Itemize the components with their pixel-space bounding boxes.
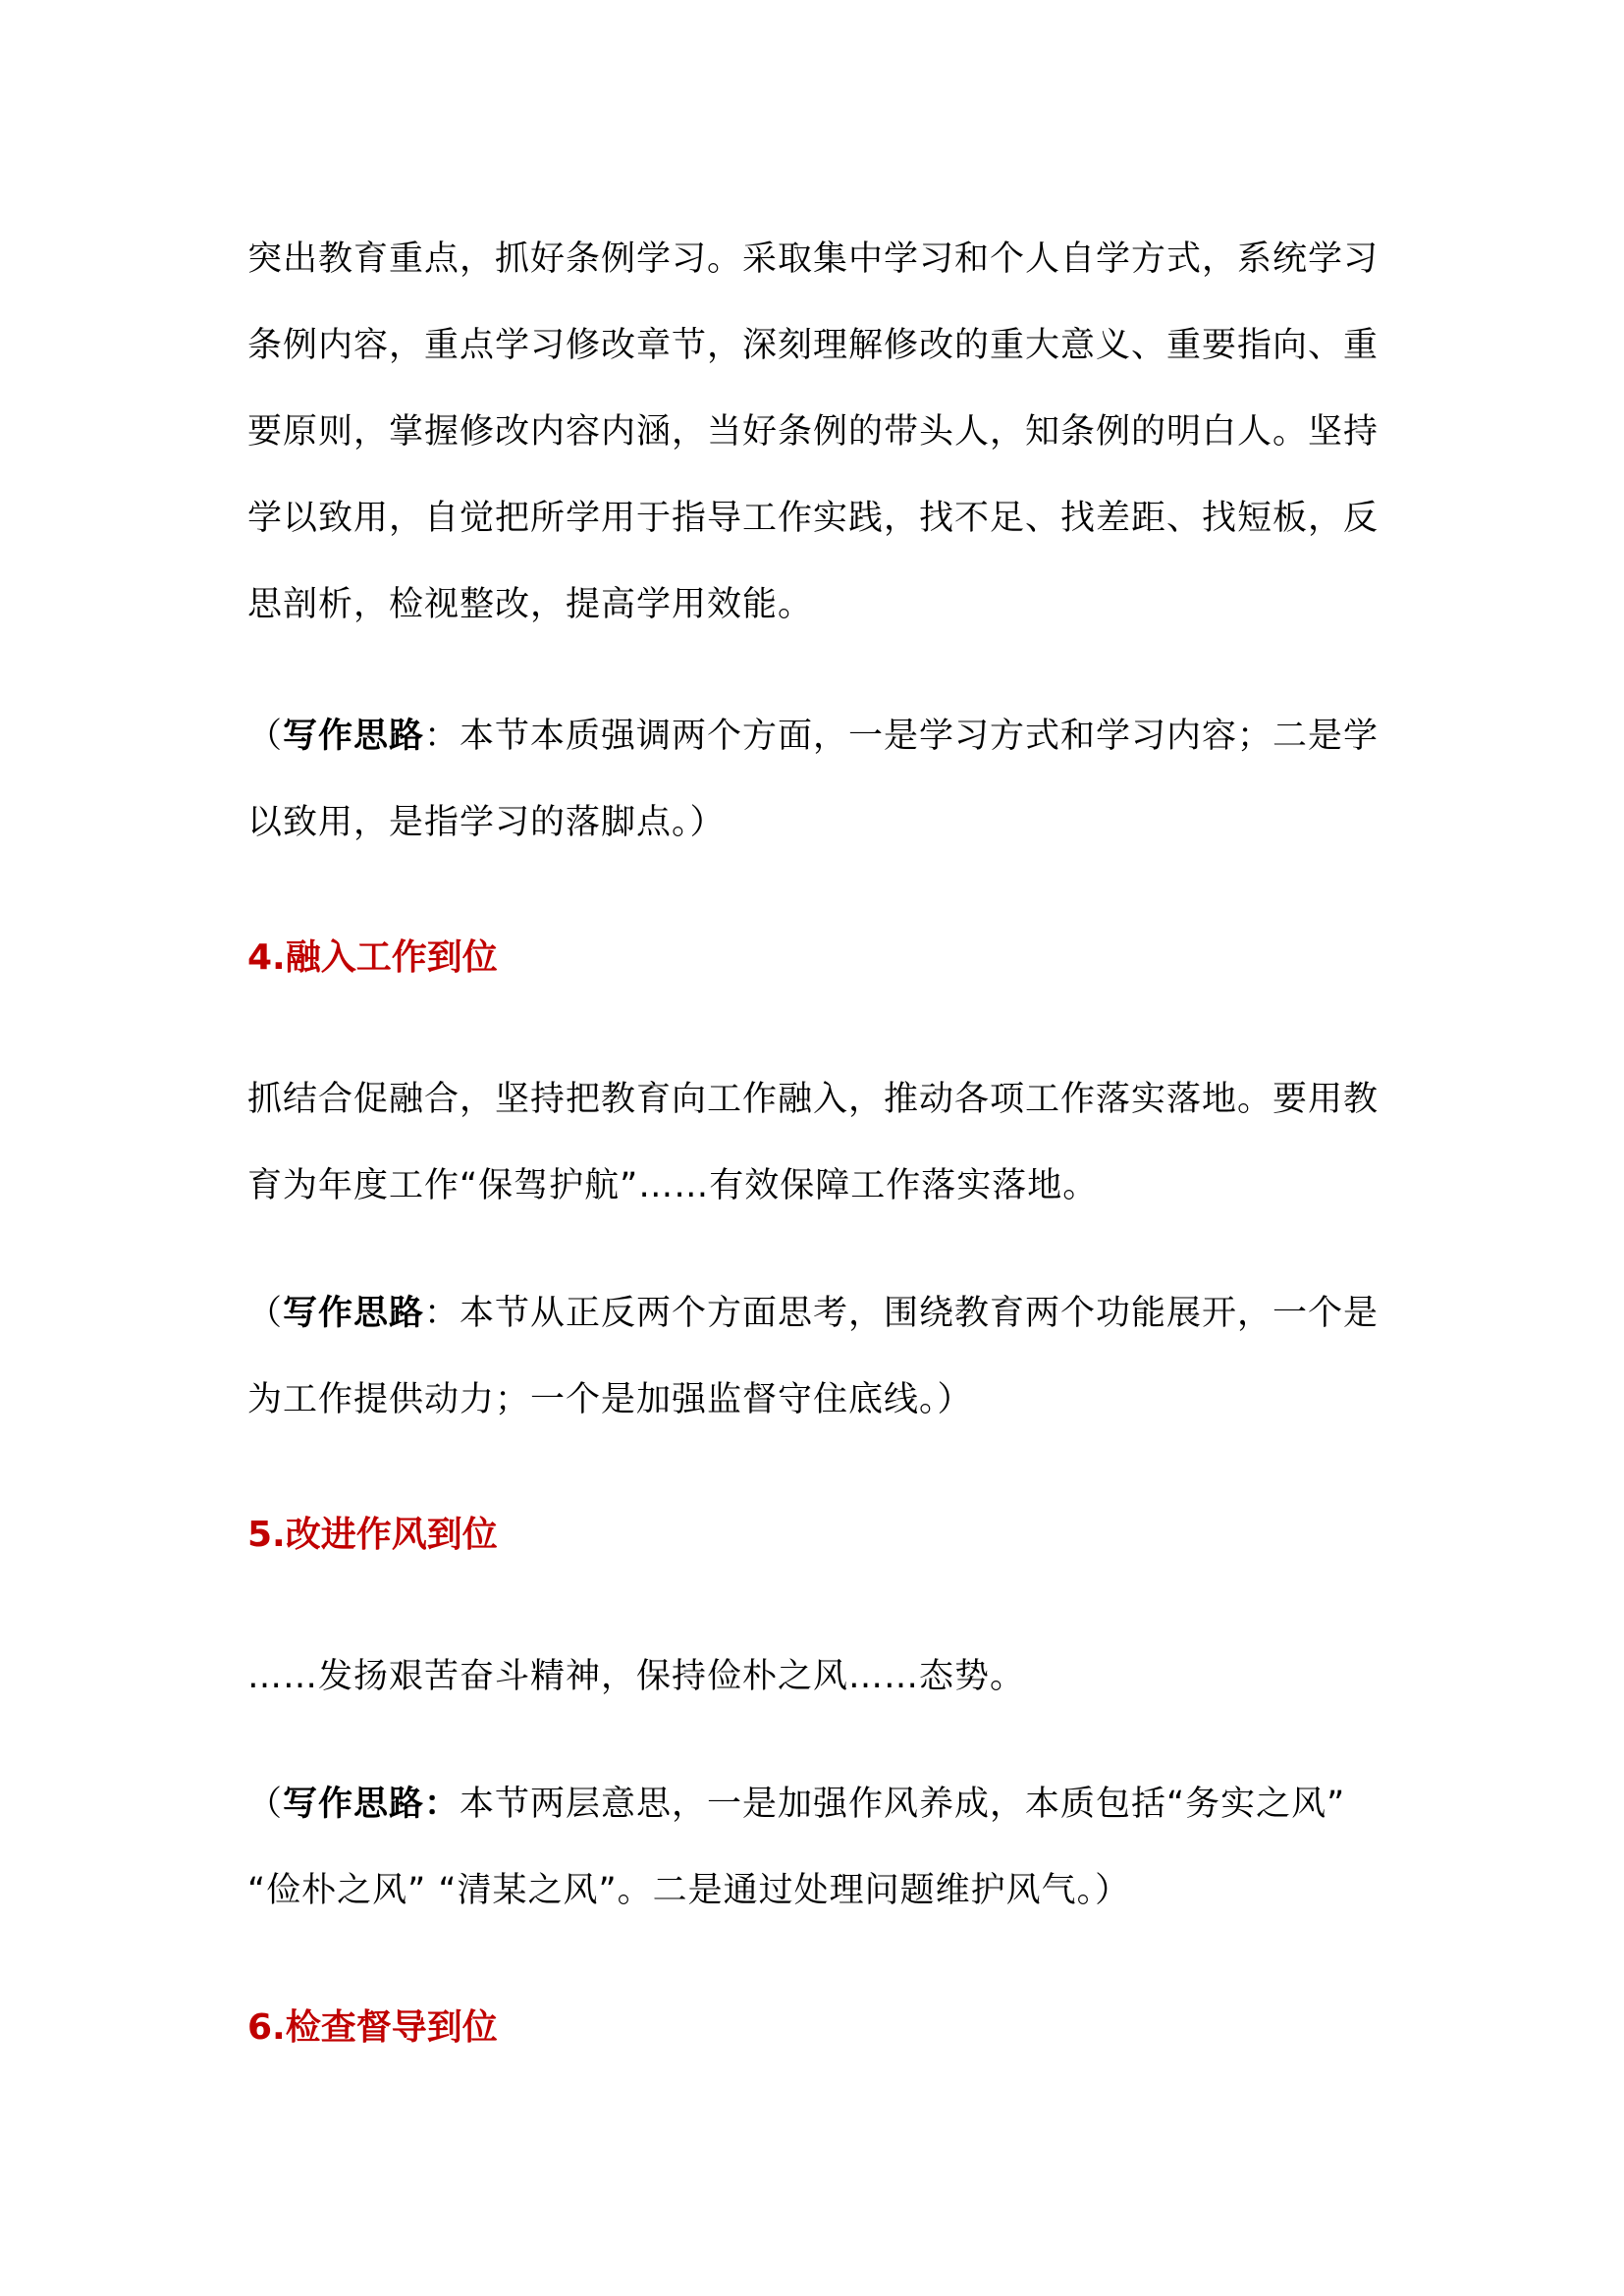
section3-paragraph [247,216,1386,648]
note-line [247,1270,1386,1357]
section4-writing-note [247,1270,1386,1443]
note-separator: ： [424,717,460,756]
note-line [247,1761,1386,1847]
section5-heading: 5.改进作风到位 [247,1515,498,1555]
note-line: 为工作提供动力；一个是加强监督守住底线。） [247,1380,973,1419]
note-open-paren: （ [247,717,284,756]
note-text: 本节本质强调两个方面，一是学习方式和学习内容；二是学 [460,717,1380,756]
section3-writing-note [247,693,1386,866]
note-text: 本节从正反两个方面思考，围绕教育两个功能展开，一个是 [460,1294,1380,1333]
section4-heading: 4.融入工作到位 [247,937,498,978]
note-line: “俭朴之风” “清某之风”。二是通过处理问题维护风气。） [247,1871,1131,1910]
note-label: 写作思路 [283,1294,425,1333]
paragraph-line: 条例内容，重点学习修改章节，深刻理解修改的重大意义、重要指向、重 [247,326,1380,365]
paragraph-line: 育为年度工作“保驾护航”……有效保障工作落实落地。 [247,1166,1099,1205]
note-line [247,693,1386,779]
paragraph-line: ……发扬艰苦奋斗精神，保持俭朴之风……态势。 [247,1657,1026,1696]
section5-writing-note [247,1761,1386,1934]
paragraph-line: 思剖析，检视整改，提高学用效能。 [247,585,814,624]
note-label: 写作思路 [283,717,425,756]
note-open-paren: （ [247,1294,284,1333]
note-open-paren: （ [247,1785,284,1824]
section4-paragraph [247,1056,1386,1229]
note-separator: ： [424,1294,460,1333]
section6-heading: 6.检查督导到位 [247,2007,498,2048]
note-line: 以致用，是指学习的落脚点。） [247,803,726,842]
paragraph-line: 抓结合促融合，坚持把教育向工作融入，推动各项工作落实落地。要用教 [247,1080,1380,1119]
paragraph-line: 学以致用，自觉把所学用于指导工作实践，找不足、找差距、找短板，反 [247,499,1380,538]
section5-paragraph [247,1633,1386,1720]
note-text: 本节两层意思，一是加强作风养成，本质包括“务实之风” [460,1785,1346,1824]
paragraph-line: 要原则，掌握修改内容内涵，当好条例的带头人，知条例的明白人。坚持 [247,412,1380,452]
paragraph-line: 突出教育重点，抓好条例学习。采取集中学习和个人自学方式，系统学习 [247,240,1380,279]
note-label: 写作思路： [283,1785,460,1824]
